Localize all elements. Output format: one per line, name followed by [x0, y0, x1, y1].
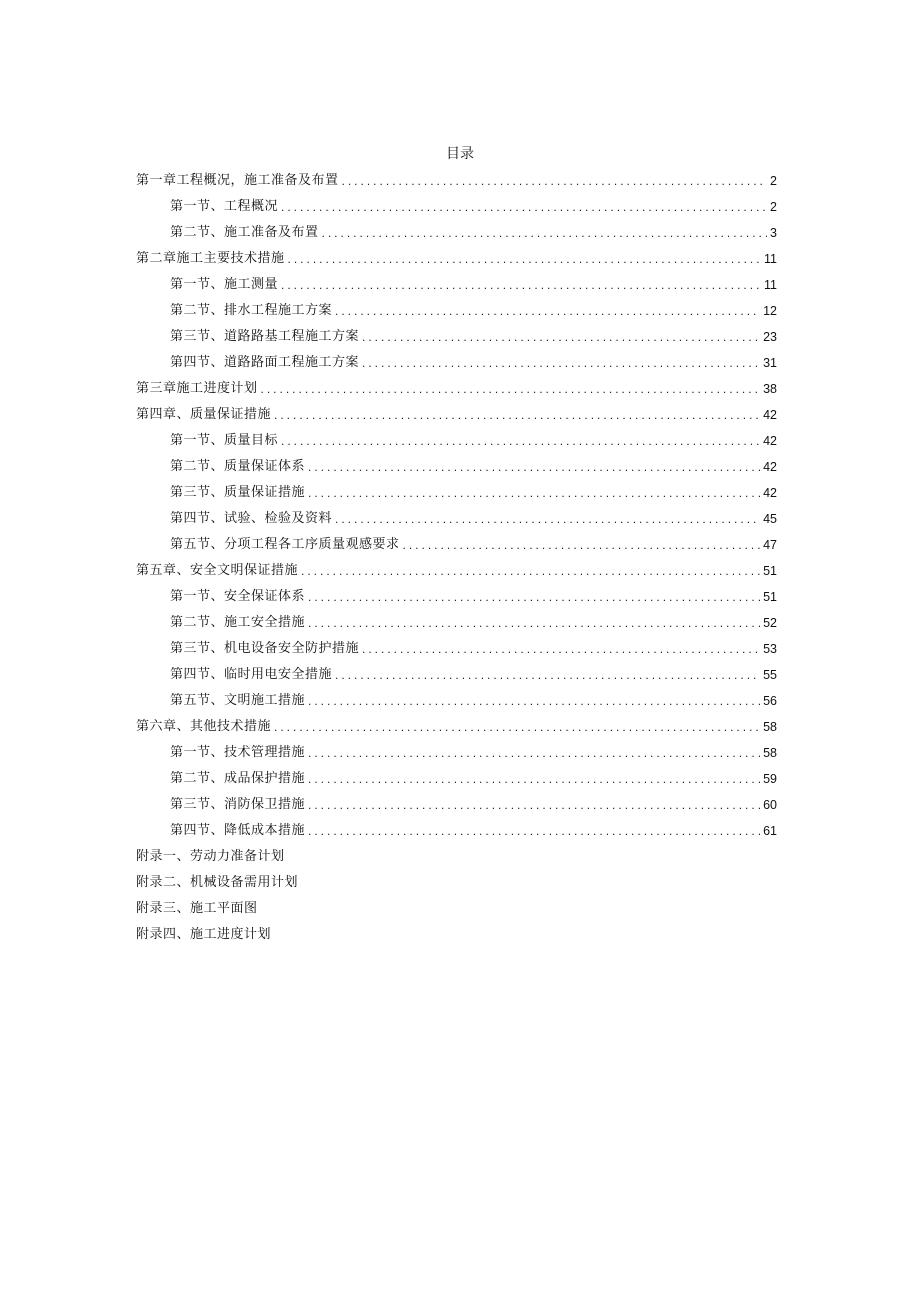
toc-entry-label: 第三节、消防保卫措施 [170, 797, 306, 812]
toc-entry-page-number: 11 [764, 252, 777, 266]
toc-entry-label: 第一节、施工测量 [170, 277, 279, 292]
toc-entry-page-number: 38 [763, 382, 777, 396]
toc-section-entry[interactable] [136, 636, 777, 662]
toc-dot-leader [322, 220, 768, 246]
toc-dot-leader [335, 298, 760, 324]
toc-chapter-entry[interactable] [136, 168, 777, 194]
toc-dot-leader [281, 428, 760, 454]
toc-entry-label: 第二节、质量保证体系 [170, 459, 306, 474]
toc-entry-page-number: 47 [763, 538, 777, 552]
toc-dot-leader [301, 558, 760, 584]
toc-entry-page-number: 58 [763, 720, 777, 734]
toc-entry-page-number: 59 [763, 772, 777, 786]
toc-section-entry[interactable] [136, 532, 777, 558]
toc-section-entry[interactable] [136, 818, 777, 844]
toc-dot-leader [308, 584, 760, 610]
toc-dot-leader [308, 792, 760, 818]
toc-section-entry[interactable] [136, 662, 777, 688]
toc-entry-label: 第二节、成品保护措施 [170, 771, 306, 786]
toc-section-entry[interactable] [136, 428, 777, 454]
toc-section-entry[interactable] [136, 298, 777, 324]
toc-section-entry[interactable] [136, 272, 777, 298]
toc-dot-leader [308, 610, 760, 636]
toc-entry-label: 第一章工程概况，施工准备及布置 [136, 173, 339, 188]
toc-section-entry[interactable] [136, 480, 777, 506]
toc-section-entry[interactable] [136, 454, 777, 480]
toc-entry-label: 第五节、分项工程各工序质量观感要求 [170, 537, 400, 552]
toc-dot-leader [308, 766, 760, 792]
toc-dot-leader [335, 506, 760, 532]
toc-entry-page-number: 51 [763, 564, 777, 578]
toc-section-entry[interactable] [136, 584, 777, 610]
toc-entry-label: 第二节、施工准备及布置 [170, 225, 319, 240]
toc-entry-label: 第三节、道路路基工程施工方案 [170, 329, 360, 344]
table-of-contents [136, 168, 777, 948]
toc-entry-page-number: 61 [763, 824, 777, 838]
toc-section-entry[interactable] [136, 610, 777, 636]
toc-section-entry[interactable] [136, 194, 777, 220]
toc-entry-page-number: 60 [763, 798, 777, 812]
toc-section-entry[interactable] [136, 792, 777, 818]
toc-entry-label: 第四节、试验、检验及资料 [170, 511, 333, 526]
toc-dot-leader [308, 454, 760, 480]
toc-entry-label: 附录四、施工进度计划 [136, 927, 272, 942]
toc-entry-page-number: 23 [763, 330, 777, 344]
toc-section-entry[interactable] [136, 324, 777, 350]
toc-entry-label: 第三节、机电设备安全防护措施 [170, 641, 360, 656]
toc-entry-label: 第四节、降低成本措施 [170, 823, 306, 838]
toc-dot-leader [274, 714, 760, 740]
toc-entry-label: 第三章施工进度计划 [136, 381, 258, 396]
toc-entry-page-number: 51 [763, 590, 777, 604]
toc-entry-page-number: 45 [763, 512, 777, 526]
toc-chapter-entry[interactable] [136, 558, 777, 584]
toc-chapter-entry[interactable] [136, 402, 777, 428]
toc-entry-label: 第四节、临时用电安全措施 [170, 667, 333, 682]
toc-entry-label: 第一节、安全保证体系 [170, 589, 306, 604]
toc-entry-label: 第二节、排水工程施工方案 [170, 303, 333, 318]
toc-dot-leader [281, 194, 767, 220]
toc-entry-page-number: 42 [763, 460, 777, 474]
toc-entry-page-number: 2 [770, 174, 777, 188]
toc-entry-page-number: 52 [763, 616, 777, 630]
toc-entry-page-number: 12 [763, 304, 777, 318]
toc-chapter-entry[interactable] [136, 922, 777, 948]
toc-section-entry[interactable] [136, 740, 777, 766]
toc-dot-leader [362, 350, 760, 376]
toc-chapter-entry[interactable] [136, 714, 777, 740]
toc-dot-leader [403, 532, 761, 558]
toc-chapter-entry[interactable] [136, 376, 777, 402]
toc-entry-label: 附录二、机械设备需用计划 [136, 875, 299, 890]
toc-entry-page-number: 56 [763, 694, 777, 708]
toc-entry-label: 第二章施工主要技术措施 [136, 251, 285, 266]
toc-entry-page-number: 53 [763, 642, 777, 656]
toc-entry-page-number: 42 [763, 434, 777, 448]
toc-entry-page-number: 2 [770, 200, 777, 214]
toc-dot-leader [362, 324, 760, 350]
toc-entry-page-number: 55 [763, 668, 777, 682]
toc-title: 目录 [446, 146, 474, 162]
toc-chapter-entry[interactable] [136, 844, 777, 870]
toc-entry-page-number: 3 [770, 226, 777, 240]
toc-entry-label: 第一节、工程概况 [170, 199, 279, 214]
toc-section-entry[interactable] [136, 220, 777, 246]
toc-entry-page-number: 42 [763, 486, 777, 500]
toc-entry-label: 第五章、安全文明保证措施 [136, 563, 299, 578]
toc-entry-label: 附录一、劳动力准备计划 [136, 849, 285, 864]
toc-entry-page-number: 42 [763, 408, 777, 422]
toc-dot-leader [362, 636, 760, 662]
toc-entry-page-number: 11 [764, 278, 777, 292]
toc-entry-label: 第四节、道路路面工程施工方案 [170, 355, 360, 370]
toc-dot-leader [335, 662, 760, 688]
toc-dot-leader [308, 480, 760, 506]
toc-entry-label: 第二节、施工安全措施 [170, 615, 306, 630]
toc-dot-leader [274, 402, 760, 428]
toc-dot-leader [281, 272, 761, 298]
toc-section-entry[interactable] [136, 766, 777, 792]
toc-entry-label: 第四章、质量保证措施 [136, 407, 272, 422]
toc-entry-label: 第三节、质量保证措施 [170, 485, 306, 500]
toc-dot-leader [308, 818, 760, 844]
toc-dot-leader [308, 688, 760, 714]
toc-entry-label: 第一节、质量目标 [170, 433, 279, 448]
toc-chapter-entry[interactable] [136, 896, 777, 922]
toc-dot-leader [342, 168, 768, 194]
toc-section-entry[interactable] [136, 688, 777, 714]
toc-entry-page-number: 58 [763, 746, 777, 760]
toc-chapter-entry[interactable] [136, 246, 777, 272]
toc-entry-label: 附录三、施工平面图 [136, 901, 258, 916]
toc-entry-page-number: 31 [763, 356, 777, 370]
toc-entry-label: 第五节、文明施工措施 [170, 693, 306, 708]
toc-entry-label: 第六章、其他技术措施 [136, 719, 272, 734]
toc-section-entry[interactable] [136, 350, 777, 376]
toc-entry-label: 第一节、技术管理措施 [170, 745, 306, 760]
toc-dot-leader [308, 740, 760, 766]
toc-dot-leader [261, 376, 761, 402]
toc-dot-leader [288, 246, 762, 272]
toc-section-entry[interactable] [136, 506, 777, 532]
toc-chapter-entry[interactable] [136, 870, 777, 896]
